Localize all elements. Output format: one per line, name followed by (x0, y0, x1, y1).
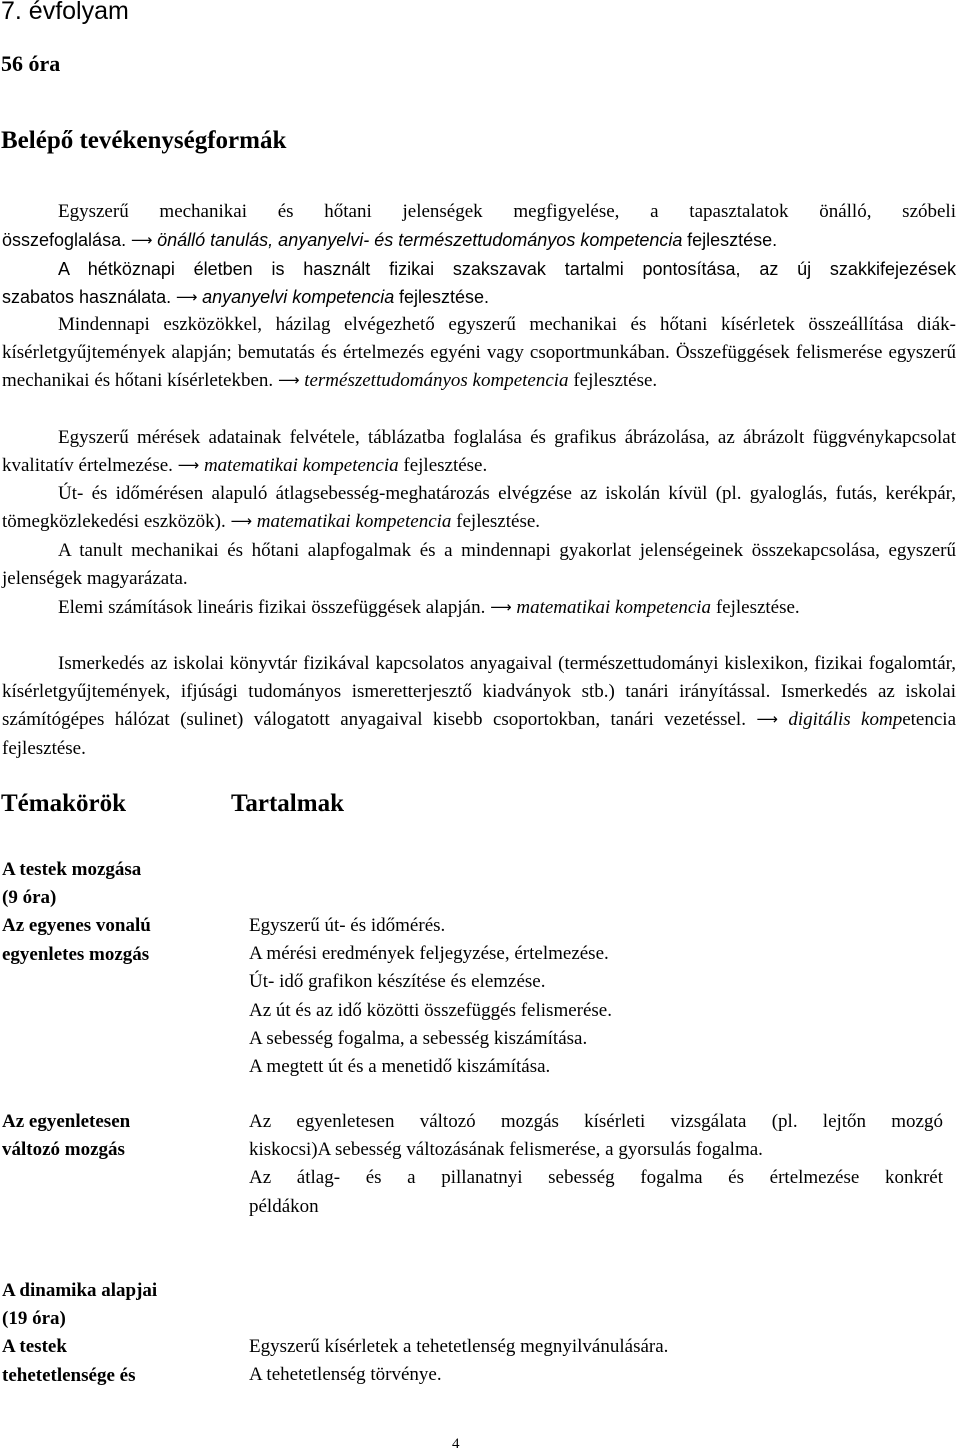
paragraph-last-line (2, 283, 956, 312)
arrow-icon: ⟶ (756, 710, 778, 729)
paragraph-last-line (2, 226, 956, 255)
activity-paragraph-1 (2, 198, 956, 255)
hours-heading: 56 óra (1, 51, 61, 76)
competence-suffix: fejlesztése. (456, 511, 541, 533)
content-line: Az egyenletesen változó mozgás kísérleti vizsgálata (pl. lejtőn mozgó (249, 1111, 943, 1132)
competence-text: önálló tanulás, anyanyelvi- és természettudományos kompetencia (157, 230, 683, 251)
competence-suffix: fejlesztése. (403, 455, 488, 477)
arrow-icon: ⟶ (230, 512, 252, 531)
topic-line: Az egyenletesen (2, 1111, 131, 1132)
content-line: kiskocsi)A sebesség változásának felismerése, a gyorsulás fogalma. (249, 1139, 763, 1161)
paragraph-text: szabatos használata. (2, 287, 172, 308)
paragraph-text: Elemi számítások lineáris fizikai összefüggések alapján. (58, 597, 486, 618)
arrow-icon: ⟶ (490, 598, 512, 616)
paragraph-text: Egyszerű mérések adatainak felvétele, táblázatba foglalása és grafikus ábrázolása, az ábrázolt függvénykapcsolat kvalitatív értelmezése. (2, 427, 956, 477)
topics-column-heading: Témakörök (1, 790, 126, 817)
content-line: Az út és az idő közötti összefüggés felismerése. (249, 999, 612, 1021)
topic-block-1 (2, 856, 151, 969)
topic-line: (19 óra) (2, 1308, 66, 1330)
topic-line: (9 óra) (2, 887, 57, 909)
content-line: Út- idő grafikon készítése és elemzése. (249, 971, 546, 993)
topic-line: A dinamika alapjai (2, 1280, 158, 1301)
paragraph-line: Egyszerű mechanikai és hőtani jelenségek megfigyelése, a tapasztalatok önálló, szóbeli (58, 201, 956, 222)
arrow-icon: ⟶ (177, 456, 200, 475)
activity-paragraph-6 (2, 537, 956, 593)
competence-suffix: fejlesztése. (573, 370, 658, 392)
paragraph-text: Mindennapi eszközökkel, házilag elvégezhető egyszerű mechanikai és hőtani kísérletek összeállítása diák-kísérletgyűjtemények alapján; bemutatás és értelmezés egyéni vagy csoportmunkában. Összefüggések felismerése egyszerű mechanikai és hőtani kísérletekben. (2, 314, 956, 392)
topic-block-2 (2, 1108, 130, 1164)
activity-paragraph-7 (2, 594, 956, 622)
page-number: 4 (452, 1436, 460, 1452)
grade-heading: 7. évfolyam (1, 0, 129, 25)
competence-text: matematikai kompetencia (516, 597, 712, 618)
competence-text: anyanyelvi kompetencia (202, 287, 395, 308)
competence-suffix: fejlesztése. (715, 597, 800, 618)
arrow-icon: ⟶ (277, 371, 300, 390)
paragraph-line: A hétköznapi életben is használt fizikai szakszavak tartalmi pontosítása, az új szakkifejezések (58, 259, 956, 279)
competence-suffix: etencia fejlesztése. (2, 709, 957, 759)
competence-text: természettudományos kompetencia (304, 370, 569, 392)
topic-block-3 (2, 1277, 157, 1390)
topic-line: A testek mozgása (2, 859, 142, 880)
content-line: A megtett út és a menetidő kiszámítása. (249, 1056, 551, 1078)
content-block-3 (249, 1333, 943, 1389)
activity-paragraph-2 (2, 255, 956, 312)
activity-paragraph-4 (2, 424, 956, 480)
paragraph-text: Ismerkedés az iskolai könyvtár fizikával kapcsolatos anyagaival (természettudományi kislexikon, fizikai fogalomtár, kísérletgyűjtemények, ifjúsági tudományos ismeretterjesztő kiadványok stb.) tanári irányítással. Ismerkedés az iskolai számítógépes hálózat (sulinet) válogatott anyagaival kisebb csoportokban, tanári vezetéssel. (2, 653, 956, 731)
section-title: Belépő tevékenységformák (1, 127, 287, 154)
contents-column-heading: Tartalmak (231, 790, 344, 817)
content-line: A mérési eredmények feljegyzése, értelmezése. (249, 943, 609, 965)
activity-paragraph-5 (2, 480, 956, 536)
arrow-icon: ⟶ (175, 288, 198, 307)
activity-paragraph-8 (2, 650, 956, 763)
competence-text: digitális komp (788, 709, 903, 731)
content-block-1 (249, 912, 943, 1081)
content-block-2 (249, 1108, 943, 1221)
content-line: Egyszerű út- és időmérés. (249, 915, 446, 936)
arrow-icon: ⟶ (130, 231, 153, 250)
topic-line: változó mozgás (2, 1139, 125, 1161)
paragraph-text: A tanult mechanikai és hőtani alapfogalmak és a mindennapi gyakorlat jelenségeinek összekapcsolása, egyszerű jelenségek magyarázata. (2, 540, 956, 590)
competence-text: matematikai kompetencia (256, 511, 452, 533)
content-line: Az átlag- és a pillanatnyi sebesség fogalma és értelmezése konkrét (249, 1167, 943, 1189)
competence-text: matematikai kompetencia (203, 455, 399, 477)
topic-line: A testek (2, 1336, 67, 1358)
paragraph-text: összefoglalása. (2, 230, 127, 251)
content-line: példákon (249, 1195, 319, 1217)
paragraph-text: Út- és időmérésen alapuló átlagsebesség-meghatározás elvégzése az iskolán kívül (pl. gyaloglás, futás, kerékpár, tömegközlekedési eszközök). (2, 483, 956, 533)
competence-suffix: fejlesztése. (687, 230, 778, 251)
competence-suffix: fejlesztése. (399, 287, 490, 308)
content-line: Egyszerű kísérletek a tehetetlenség megnyilvánulására. (249, 1336, 669, 1357)
content-line: A sebesség fogalma, a sebesség kiszámítása. (249, 1027, 588, 1049)
topic-line: egyenletes mozgás (2, 943, 150, 965)
content-line: A tehetetlenség törvénye. (249, 1364, 442, 1386)
activity-paragraph-3 (2, 311, 956, 396)
topic-line: tehetetlensége és (2, 1364, 136, 1386)
topic-line: Az egyenes vonalú (2, 915, 151, 937)
